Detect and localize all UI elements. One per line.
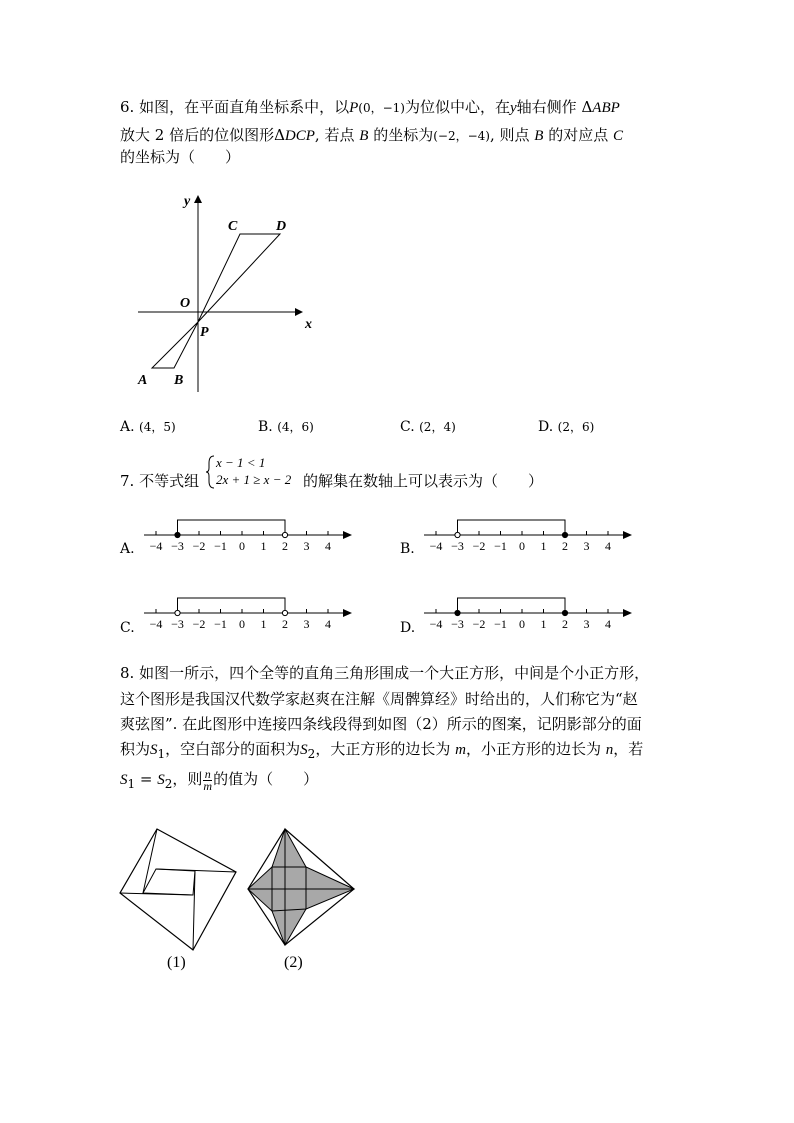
tick-label: −3 bbox=[171, 617, 184, 631]
figure-2-label: (2) bbox=[284, 954, 303, 971]
q8-line-2: 这个图形是我国汉代数学家赵爽在注解《周髀算经》时给出的，人们称它为“赵 bbox=[120, 690, 638, 708]
tick-label: 4 bbox=[325, 539, 331, 553]
inequality-2: 2x + 1 ≥ x − 2 bbox=[216, 472, 292, 487]
label-o: O bbox=[180, 296, 191, 311]
tick-label: 0 bbox=[239, 539, 245, 553]
q6-option-a[interactable]: A. (4，5) bbox=[120, 419, 176, 435]
tick-label: −4 bbox=[429, 539, 443, 553]
closed-point bbox=[175, 532, 180, 537]
number-line-a bbox=[140, 514, 380, 564]
label-b: B bbox=[174, 373, 184, 388]
tick-label: 2 bbox=[562, 617, 568, 631]
closed-point bbox=[562, 610, 567, 615]
q7-option-c[interactable]: C. bbox=[120, 620, 135, 636]
tick-label: 0 bbox=[519, 617, 525, 631]
open-point bbox=[175, 610, 180, 615]
axis-arrow bbox=[623, 609, 632, 617]
triangle-dcp bbox=[198, 234, 280, 322]
solution-bracket bbox=[458, 598, 566, 613]
axis-arrow bbox=[343, 609, 352, 617]
q6-line-2: 放大 2 倍后的位似图形ΔDCP, 若点 B 的坐标为(−2，−4), 则点 B 的对应点 C bbox=[120, 126, 624, 144]
q7-option-d[interactable]: D. bbox=[400, 620, 416, 636]
label-p: P bbox=[200, 325, 209, 340]
tick-label: −3 bbox=[451, 539, 464, 553]
open-point bbox=[282, 610, 287, 615]
q6-option-b[interactable]: B. (4，6) bbox=[258, 419, 314, 435]
tick-label: 1 bbox=[260, 539, 267, 553]
tick-label: 0 bbox=[239, 617, 245, 631]
tick-label: −2 bbox=[192, 539, 206, 553]
label-a: A bbox=[138, 373, 148, 388]
closed-point bbox=[562, 532, 567, 537]
tick-label: −1 bbox=[494, 617, 507, 631]
open-point bbox=[282, 532, 287, 537]
tick-label: 1 bbox=[540, 539, 547, 553]
tick-label: 4 bbox=[325, 617, 331, 631]
q7-line-tail: 的解集在数轴上可以表示为（ ） bbox=[303, 472, 544, 490]
label-y: y bbox=[184, 194, 191, 209]
fraction-n-over-m: $\frac{n}{m}$ bbox=[203, 766, 213, 793]
q7-option-a[interactable]: A. bbox=[120, 541, 135, 557]
tick-label: 3 bbox=[583, 539, 590, 553]
q6-option-d[interactable]: D. (2，6) bbox=[538, 419, 595, 435]
tick-label: −1 bbox=[214, 617, 227, 631]
tick-label: −4 bbox=[149, 617, 163, 631]
number-line-c bbox=[140, 592, 380, 642]
tick-label: −4 bbox=[429, 617, 443, 631]
closed-point bbox=[455, 610, 460, 615]
tick-label: −3 bbox=[451, 617, 464, 631]
q6-line-1: 6. 如图，在平面直角坐标系中，以P(0，−1)为位似中心，在y轴右侧作 ΔABP bbox=[120, 98, 620, 116]
tick-label: −1 bbox=[214, 539, 227, 553]
q6-number: 6. bbox=[120, 98, 135, 116]
tick-label: 1 bbox=[540, 617, 547, 631]
q8-line-3: 爽弦图”. 在此图形中连接四条线段得到如图（2）所示的图案，记阴影部分的面 bbox=[120, 715, 642, 733]
triangle-abp bbox=[152, 322, 198, 368]
q8-line-5: $S_1 = S_2$，则 $\frac{n}{m}$ 的值为（ ） bbox=[120, 766, 319, 793]
zhao-shuang-figure-2 bbox=[242, 823, 362, 953]
tick-label: 3 bbox=[303, 539, 310, 553]
open-point bbox=[455, 532, 460, 537]
q7-option-b[interactable]: B. bbox=[400, 541, 415, 557]
tick-label: −4 bbox=[149, 539, 163, 553]
inequality-1: x − 1 < 1 bbox=[216, 455, 266, 470]
number-line-d bbox=[420, 592, 660, 642]
figure-1-label: (1) bbox=[167, 954, 186, 971]
shaded-region bbox=[248, 829, 354, 945]
q8-line-1: 8. 如图一所示，四个全等的直角三角形围成一个大正方形，中间是个小正方形， bbox=[120, 664, 650, 682]
tick-label: −1 bbox=[494, 539, 507, 553]
q6-option-c[interactable]: C. (2，4) bbox=[400, 419, 456, 435]
q6-coordinate-figure bbox=[130, 188, 330, 398]
tick-label: −3 bbox=[171, 539, 184, 553]
q7-number: 7. bbox=[120, 472, 135, 490]
tick-label: 2 bbox=[282, 617, 288, 631]
tick-label: 4 bbox=[605, 617, 611, 631]
tick-label: 1 bbox=[260, 617, 267, 631]
tick-label: −2 bbox=[192, 617, 206, 631]
tick-label: 3 bbox=[303, 617, 310, 631]
inequality-brace bbox=[206, 455, 216, 489]
tick-label: 3 bbox=[583, 617, 590, 631]
axis-arrow bbox=[623, 531, 632, 539]
tick-label: −2 bbox=[472, 617, 486, 631]
solution-bracket bbox=[458, 520, 566, 535]
tick-label: 2 bbox=[282, 539, 288, 553]
tick-label: −2 bbox=[472, 539, 486, 553]
tick-label: 2 bbox=[562, 539, 568, 553]
zhao-shuang-figure-1 bbox=[115, 823, 245, 953]
q8-line-4: 积为$S_1$，空白部分的面积为$S_2$，大正方形的边长为 m，小正方形的边长为 n，若 bbox=[120, 740, 644, 761]
axis-arrow bbox=[343, 531, 352, 539]
label-x: x bbox=[305, 317, 312, 332]
label-c: C bbox=[228, 219, 238, 234]
q8-number: 8. bbox=[120, 664, 135, 682]
label-d: D bbox=[276, 219, 287, 234]
q7-line: 7. 不等式组 bbox=[120, 472, 200, 490]
tick-label: 4 bbox=[605, 539, 611, 553]
tick-label: 0 bbox=[519, 539, 525, 553]
solution-bracket bbox=[178, 520, 286, 535]
number-line-b bbox=[420, 514, 660, 564]
solution-bracket bbox=[178, 598, 286, 613]
q6-line-3: 的坐标为（ ） bbox=[120, 148, 241, 166]
